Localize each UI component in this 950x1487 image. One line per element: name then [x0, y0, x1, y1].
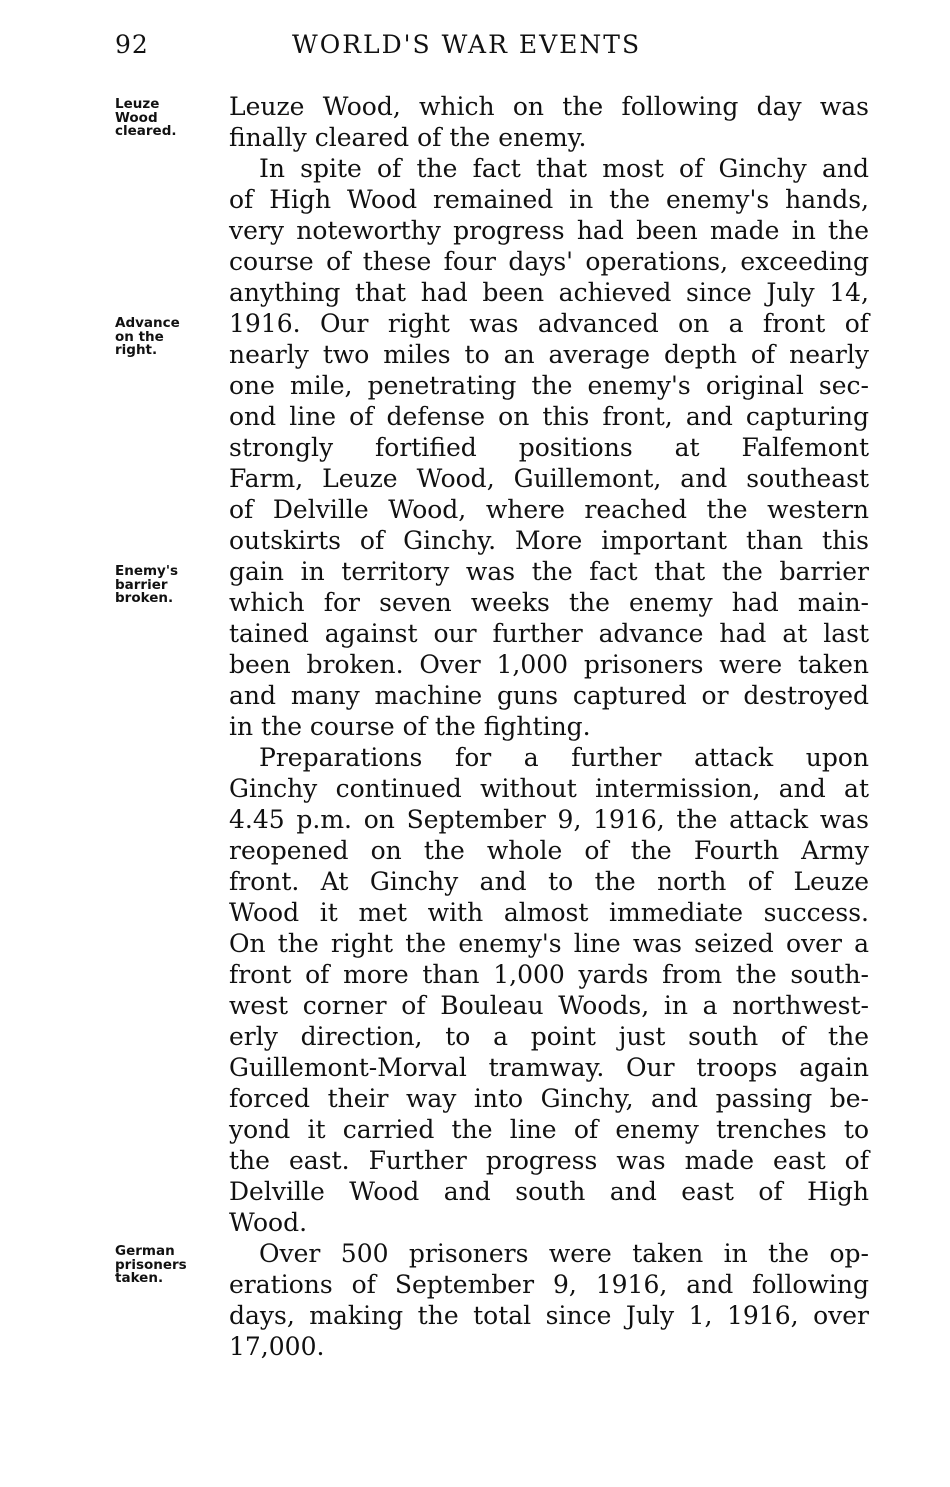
text-line: finally cleared of the enemy. [229, 123, 587, 152]
text-line: one mile, penetrating the enemy's original sec- [229, 371, 869, 400]
text-line: On the right the enemy's line was seized over a [229, 929, 869, 958]
text-line: very noteworthy progress had been made in the [229, 216, 869, 245]
text-line: Leuze Wood, which on the following day was [229, 92, 869, 121]
text-line: Wood. [229, 1208, 308, 1237]
text-line: 4.45 p.m. on September 9, 1916, the attack was [229, 805, 869, 834]
text-line: reopened on the whole of the Fourth Army [229, 836, 869, 865]
margin-note-line: cleared. [115, 123, 177, 139]
text-line: Delville Wood and south and east of High [229, 1177, 869, 1206]
text-line: tained against our further advance had at last [229, 619, 869, 648]
text-line: of Delville Wood, where reached the western [229, 495, 869, 524]
running-title: WORLD'S WAR EVENTS [292, 30, 642, 59]
text-line: front. At Ginchy and to the north of Leuze [229, 867, 869, 896]
margin-note-line: Leuze [115, 96, 160, 112]
margin-note-enemys-barrier-broken [115, 565, 215, 606]
text-line: been broken. Over 1,000 prisoners were taken [229, 650, 869, 679]
margin-note-line: Enemy's [115, 563, 179, 579]
text-line: Ginchy continued without intermission, and at [229, 774, 869, 803]
text-line: west corner of Bouleau Woods, in a northwest- [229, 991, 869, 1020]
text-line: Guillemont-Morval tramway. Our troops again [229, 1053, 869, 1082]
margin-note-line: prisoners [115, 1256, 187, 1273]
margin-note-leuze-wood-cleared [115, 98, 215, 139]
paragraph-first-line: In spite of the fact that most of Ginchy and [259, 154, 869, 183]
margin-note-line: barrier [115, 576, 168, 593]
text-line: erations of September 9, 1916, and following [229, 1270, 869, 1299]
margin-note-advance-on-the-right [115, 317, 215, 358]
text-line: the east. Further progress was made east of [229, 1146, 869, 1175]
paragraph-first-line: Over 500 prisoners were taken in the op- [259, 1239, 869, 1268]
text-line: and many machine guns captured or destroyed [229, 681, 869, 710]
text-line: in the course of the fighting. [229, 712, 591, 741]
margin-note-line: German [115, 1243, 175, 1259]
text-line: which for seven weeks the enemy had main- [229, 588, 869, 617]
page-header [0, 30, 950, 70]
paragraph-first-line: Preparations for a further attack upon [259, 743, 869, 772]
text-line: anything that had been achieved since July 14, [229, 278, 869, 307]
text-line: forced their way into Ginchy, and passing be- [229, 1084, 869, 1113]
text-line: yond it carried the line of enemy trenches to [229, 1115, 869, 1144]
text-line: ond line of defense on this front, and capturing [229, 402, 869, 431]
margin-note-german-prisoners-taken [115, 1245, 215, 1286]
text-line: gain in territory was the fact that the barrier [229, 557, 869, 586]
margin-note-line: taken. [115, 1270, 164, 1286]
text-line: erly direction, to a point just south of the [229, 1022, 869, 1051]
margin-note-line: broken. [115, 590, 174, 606]
margin-note-line: Wood [115, 109, 158, 126]
margin-note-line: right. [115, 342, 158, 358]
text-line: of High Wood remained in the enemy's hands, [229, 185, 869, 214]
text-line: days, making the total since July 1, 1916, over [229, 1301, 869, 1330]
text-line: 17,000. [229, 1332, 325, 1361]
text-line: front of more than 1,000 yards from the south- [229, 960, 869, 989]
text-line: strongly fortified positions at Falfemont [229, 433, 869, 462]
text-line: outskirts of Ginchy. More important than this [229, 526, 869, 555]
text-line: Wood it met with almost immediate success. [229, 898, 869, 927]
body-text [229, 91, 869, 1362]
text-line: 1916. Our right was advanced on a front of [229, 309, 869, 338]
text-line: course of these four days' operations, exceeding [229, 247, 869, 276]
page-number: 92 [115, 30, 149, 59]
text-line: nearly two miles to an average depth of nearly [229, 340, 869, 369]
text-line: Farm, Leuze Wood, Guillemont, and southeast [229, 464, 869, 493]
margin-note-line: Advance [115, 315, 180, 331]
margin-note-line: on the [115, 328, 164, 345]
